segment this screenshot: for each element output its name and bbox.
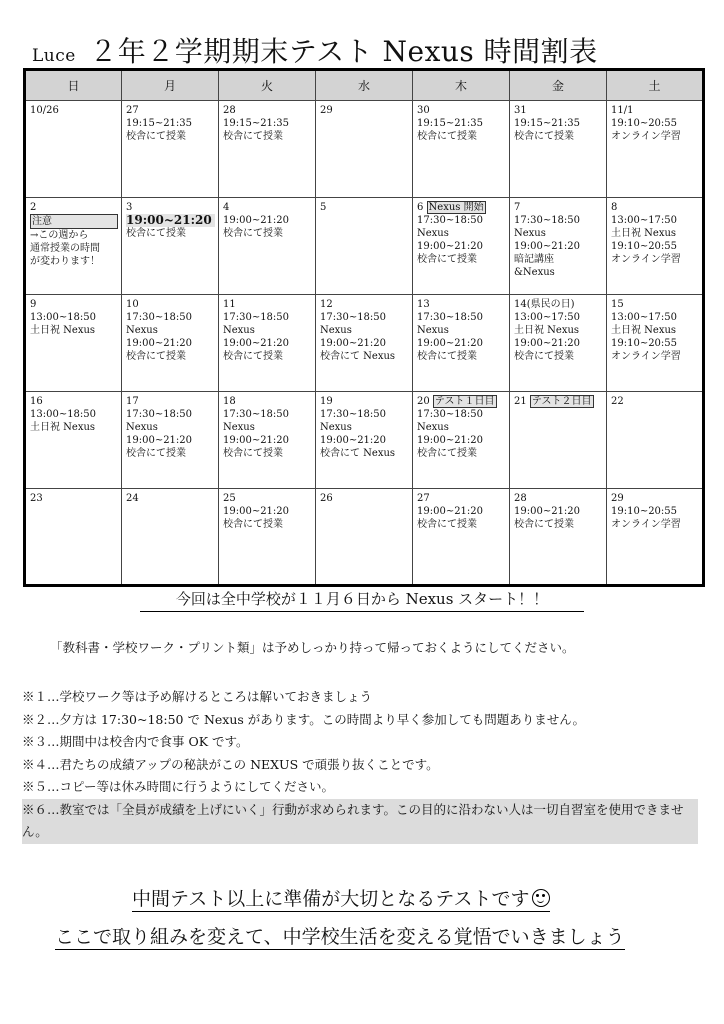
- day-entry: 19:10~20:55: [611, 118, 678, 129]
- day-entry: Nexus: [417, 228, 449, 239]
- calendar-day-cell: [510, 101, 607, 198]
- day-entry: 19:00~21:20: [126, 435, 193, 446]
- day-entry: 土日祝 Nexus: [30, 325, 96, 336]
- day-entry: 13:00~17:50: [611, 312, 678, 323]
- day-entry: 校舎にて授業: [417, 254, 477, 265]
- calendar-day-cell: [413, 489, 510, 586]
- calendar-day-cell: [413, 198, 510, 295]
- day-entry: 17:30~18:50: [417, 409, 484, 420]
- calendar-day-cell: [413, 392, 510, 489]
- day-entry: 校舎にて授業: [514, 351, 574, 362]
- day-entry: 17:30~18:50: [514, 215, 581, 226]
- day-entry: 13:00~18:50: [30, 312, 97, 323]
- calendar-week-row: [25, 101, 704, 198]
- day-entry: 19:00~21:20: [126, 338, 193, 349]
- day-entry: 校舎にて Nexus: [320, 448, 396, 459]
- day-number: [417, 395, 506, 408]
- day-entry: Nexus: [126, 422, 158, 433]
- day-entry: 17:30~18:50: [417, 312, 484, 323]
- day-number: 27: [126, 105, 139, 116]
- calendar-day-cell: [219, 198, 316, 295]
- start-announcement: 今回は全中学校が１１月６日から Nexus スタート！！: [140, 588, 584, 612]
- closing-line-2: ここで取り組みを変えて、中学校生活を変える覚悟でいきましょう: [55, 922, 625, 950]
- day-number: 17: [126, 396, 139, 407]
- brand-name: Luce: [32, 46, 76, 66]
- day-entry: オンライン学習: [611, 254, 681, 265]
- note-item-highlighted: ※６…教室では「全員が成績を上げにいく」行動が求められます。この目的に沿わない人は一切自習室を使用できません。: [22, 799, 698, 844]
- day-entry: 17:30~18:50: [223, 312, 290, 323]
- note-item: ※２…夕方は 17:30~18:50 で Nexus があります。この時間より早く参加しても問題ありません。: [22, 711, 586, 727]
- calendar-day-cell: [316, 489, 413, 586]
- day-entry: 19:15~21:35: [417, 118, 484, 129]
- calendar-day-cell: [25, 489, 122, 586]
- day-entry: 19:00~21:20: [223, 215, 290, 226]
- day-entry: 19:10~20:55: [611, 506, 678, 517]
- day-entry: 校舎にて授業: [417, 351, 477, 362]
- day-number-part: 21: [514, 396, 530, 407]
- day-entry: 校舎にて授業: [417, 131, 477, 142]
- calendar-day-cell: [316, 392, 413, 489]
- day-entry: 19:10~20:55: [611, 241, 678, 252]
- weekday-header: 土: [607, 70, 704, 101]
- day-entry: 校舎にて授業: [223, 351, 283, 362]
- day-entry: 17:30~18:50: [417, 215, 484, 226]
- day-entry: 19:00~21:20: [417, 241, 484, 252]
- note-item: ※１…学校ワーク等は予め解けるところは解いておきましょう: [22, 689, 373, 704]
- day-entry: 土日祝 Nexus: [611, 228, 677, 239]
- day-number: 8: [611, 202, 618, 213]
- day-entry: 19:00~21:20: [514, 338, 581, 349]
- day-number: 31: [514, 105, 527, 116]
- note-item: ※４…君たちの成績アップの秘訣がこの NEXUS で頑張り抜くことです。: [22, 756, 439, 772]
- day-number: 4: [223, 202, 230, 213]
- day-number: 10/26: [30, 105, 59, 116]
- calendar-week-row: [25, 198, 704, 295]
- day-entry: 土日祝 Nexus: [514, 325, 580, 336]
- calendar-day-cell: [122, 101, 219, 198]
- day-number-part: 6: [417, 202, 427, 213]
- calendar-day-cell: [25, 101, 122, 198]
- day-entry: 19:00~21:20: [417, 506, 484, 517]
- weekday-header: 火: [219, 70, 316, 101]
- calendar-day-cell: [219, 295, 316, 392]
- day-number: 11/1: [611, 105, 634, 116]
- day-entry: Nexus: [514, 228, 546, 239]
- day-entry: 校舎にて授業: [126, 131, 186, 142]
- day-entry: 19:00~21:20: [514, 506, 581, 517]
- day-entry: Nexus: [417, 422, 449, 433]
- day-entry: 19:00~21:20: [223, 506, 290, 517]
- day-number: 16: [30, 396, 43, 407]
- calendar-day-cell: [510, 295, 607, 392]
- note-item: ※３…期間中は校舎内で食事 OK です。: [22, 734, 249, 749]
- day-entry: 通常授業の時間: [30, 243, 100, 254]
- closing-line-1: [132, 884, 550, 912]
- calendar-day-cell: [25, 295, 122, 392]
- day-entry: 土日祝 Nexus: [611, 325, 677, 336]
- day-entry: が変わります！: [30, 256, 100, 267]
- day-entry: 19:15~21:35: [126, 118, 193, 129]
- day-entry: 校舎にて授業: [223, 228, 283, 239]
- day-entry: 17:30~18:50: [223, 409, 290, 420]
- day-entry: 校舎にて授業: [126, 351, 186, 362]
- day-entry: 校舎にて授業: [126, 228, 186, 239]
- smiley-face-icon: [532, 889, 550, 907]
- day-number: [417, 201, 506, 214]
- day-entry: 校舎にて授業: [223, 131, 283, 142]
- event-label-badge: Nexus 開始: [428, 202, 484, 213]
- calendar-day-cell: [316, 295, 413, 392]
- day-entry: 13:00~17:50: [514, 312, 581, 323]
- day-number: 22: [611, 396, 624, 407]
- calendar-day-cell: [122, 489, 219, 586]
- closing-text-1: 中間テスト以上に準備が大切となるテストです: [132, 888, 530, 910]
- day-entry: &Nexus: [514, 267, 555, 278]
- day-number: 24: [126, 493, 139, 504]
- calendar-week-row: [25, 392, 704, 489]
- day-entry: 19:15~21:35: [223, 118, 290, 129]
- calendar-day-cell: [122, 392, 219, 489]
- day-number: 19: [320, 396, 333, 407]
- calendar-day-cell: [219, 489, 316, 586]
- day-entry: 19:15~21:35: [514, 118, 581, 129]
- calendar-day-cell: [510, 198, 607, 295]
- day-number: 11: [223, 299, 236, 310]
- day-entry: 17:30~18:50: [320, 409, 387, 420]
- bring-materials-notice: 「教科書・学校ワーク・プリント類」は予めしっかり持って帰っておくようにしてください。: [50, 640, 575, 655]
- day-entry: オンライン学習: [611, 131, 681, 142]
- day-entry: Nexus: [223, 325, 255, 336]
- calendar-day-cell: [122, 295, 219, 392]
- day-number: [514, 395, 603, 408]
- day-entry: 13:00~18:50: [30, 409, 97, 420]
- day-number: 28: [514, 493, 527, 504]
- weekday-header: 木: [413, 70, 510, 101]
- day-entry: 暗記講座: [514, 254, 554, 265]
- calendar-day-cell: [413, 295, 510, 392]
- day-number: 7: [514, 202, 521, 213]
- day-entry: 19:00~21:20: [417, 435, 484, 446]
- calendar-day-cell: [607, 295, 704, 392]
- weekday-header-row: [25, 70, 704, 101]
- day-entry: 19:00~21:20: [320, 435, 387, 446]
- day-entry: 19:00~21:20: [223, 435, 290, 446]
- day-entry: 校舎にて授業: [514, 519, 574, 530]
- calendar-day-cell: [316, 101, 413, 198]
- day-number: 12: [320, 299, 333, 310]
- day-number: 30: [417, 105, 430, 116]
- day-number: 25: [223, 493, 236, 504]
- day-entry: 17:30~18:50: [126, 312, 193, 323]
- day-entry: 土日祝 Nexus: [30, 422, 96, 433]
- day-entry: 校舎にて授業: [223, 519, 283, 530]
- calendar-day-cell: [607, 198, 704, 295]
- day-number: 26: [320, 493, 333, 504]
- day-entry: 校舎にて授業: [417, 519, 477, 530]
- day-entry: 17:30~18:50: [126, 409, 193, 420]
- day-number: 15: [611, 299, 624, 310]
- day-number: 5: [320, 202, 327, 213]
- day-number: 10: [126, 299, 139, 310]
- calendar-week-row: [25, 295, 704, 392]
- calendar-day-cell: [607, 101, 704, 198]
- day-entry: 19:00~21:20: [223, 338, 290, 349]
- weekday-header: 日: [25, 70, 122, 101]
- day-number: 29: [320, 105, 333, 116]
- day-entry: Nexus: [320, 422, 352, 433]
- day-number-part: 20: [417, 396, 433, 407]
- calendar-day-cell: [219, 392, 316, 489]
- day-entry: 19:00~21:20: [417, 338, 484, 349]
- day-entry: Nexus: [126, 325, 158, 336]
- day-number: 29: [611, 493, 624, 504]
- weekday-header: 月: [122, 70, 219, 101]
- calendar-day-cell: [510, 392, 607, 489]
- calendar-week-row: [25, 489, 704, 586]
- day-entry: 19:00~21:20: [320, 338, 387, 349]
- day-entry: Nexus: [417, 325, 449, 336]
- note-item: ※５…コピー等は休み時間に行うようにしてください。: [22, 779, 335, 794]
- calendar-day-cell: [510, 489, 607, 586]
- calendar-day-cell: [413, 101, 510, 198]
- day-entry: オンライン学習: [611, 351, 681, 362]
- calendar-day-cell: [219, 101, 316, 198]
- notes-list: [22, 686, 698, 844]
- timetable-calendar: [23, 68, 705, 587]
- day-entry: オンライン学習: [611, 519, 681, 530]
- day-entry: 校舎にて授業: [417, 448, 477, 459]
- calendar-day-cell: [607, 392, 704, 489]
- day-entry: 校舎にて授業: [126, 448, 186, 459]
- page-title: [32, 30, 598, 70]
- weekday-header: 金: [510, 70, 607, 101]
- day-entry: 13:00~17:50: [611, 215, 678, 226]
- day-number: 28: [223, 105, 236, 116]
- day-entry: →この週から: [30, 230, 89, 241]
- calendar-day-cell: [607, 489, 704, 586]
- day-entry: 17:30~18:50: [320, 312, 387, 323]
- weekday-header: 水: [316, 70, 413, 101]
- day-entry: Nexus: [223, 422, 255, 433]
- day-entry: 19:10~20:55: [611, 338, 678, 349]
- day-number: 23: [30, 493, 43, 504]
- day-entry: 校舎にて Nexus: [320, 351, 396, 362]
- day-entry: 校舎にて授業: [223, 448, 283, 459]
- day-entry: Nexus: [320, 325, 352, 336]
- event-label-badge: テスト２日目: [531, 396, 592, 407]
- day-entry: 校舎にて授業: [514, 131, 574, 142]
- calendar-day-cell: [316, 198, 413, 295]
- calendar-day-cell: [25, 392, 122, 489]
- day-entry: 19:00~21:20: [126, 214, 215, 227]
- day-entry: 注意: [30, 214, 118, 229]
- day-number: 9: [30, 299, 37, 310]
- day-number: 2: [30, 202, 37, 213]
- day-number: 27: [417, 493, 430, 504]
- title-text: ２年２学期期末テスト Nexus 時間割表: [89, 35, 598, 68]
- day-number: 14(県民の日): [514, 299, 575, 310]
- day-entry: 19:00~21:20: [514, 241, 581, 252]
- calendar-day-cell: [122, 198, 219, 295]
- day-number: 13: [417, 299, 430, 310]
- day-number: 18: [223, 396, 236, 407]
- day-number: 3: [126, 202, 133, 213]
- calendar-day-cell: [25, 198, 122, 295]
- event-label-badge: テスト１日目: [434, 396, 495, 407]
